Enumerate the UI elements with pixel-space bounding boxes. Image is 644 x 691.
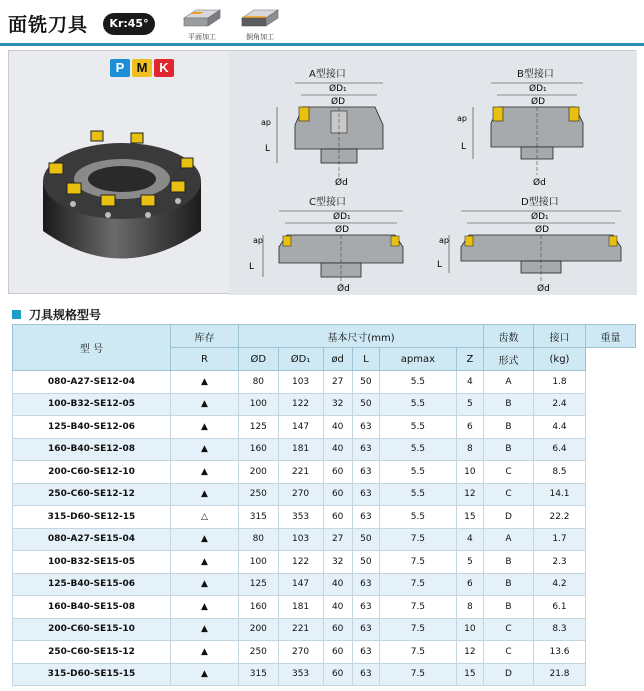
cell-model: 200-C60-SE15-10 [13, 618, 171, 641]
cell-interface: D [484, 506, 534, 529]
cell-l: 50 [352, 528, 379, 551]
cell-l: 63 [352, 573, 379, 596]
cell-teeth: 4 [456, 528, 483, 551]
a-dim-ap: ap [261, 118, 271, 127]
material-m-badge: M [132, 59, 152, 77]
cell-stock: ▲ [171, 371, 239, 394]
cell-model: 080-A27-SE15-04 [13, 528, 171, 551]
cell-l: 63 [352, 596, 379, 619]
a-type-title: A型接口 [309, 69, 346, 80]
cell-d1: 221 [278, 461, 323, 484]
c-type-drawing [243, 205, 433, 295]
page-title: 面铣刀具 [8, 14, 89, 36]
cell-weight: 1.8 [534, 371, 586, 394]
b-dim-d: ØD [531, 97, 546, 107]
c-dim-d: ØD [335, 225, 350, 235]
cell-ap: 5.5 [379, 461, 456, 484]
d-type-drawing [435, 205, 635, 295]
cell-model: 160-B40-SE15-08 [13, 596, 171, 619]
cell-d: 125 [239, 573, 279, 596]
cell-interface: B [484, 416, 534, 439]
c-dim-bore: Ød [337, 284, 350, 294]
cell-bore: 60 [323, 483, 352, 506]
cell-bore: 40 [323, 416, 352, 439]
cell-interface: B [484, 596, 534, 619]
spec-table [12, 324, 636, 686]
cell-bore: 40 [323, 438, 352, 461]
cell-weight: 2.4 [534, 393, 586, 416]
cell-weight: 2.3 [534, 551, 586, 574]
cell-interface: B [484, 551, 534, 574]
d-dim-bore: Ød [537, 284, 550, 294]
section-title-text: 刀具规格型号 [29, 308, 102, 322]
c-dim-l: L [249, 262, 255, 272]
table-row [13, 551, 636, 574]
cell-ap: 5.5 [379, 371, 456, 394]
cell-bore: 60 [323, 618, 352, 641]
cell-d: 315 [239, 663, 279, 686]
table-row [13, 641, 636, 664]
face-milling-icon [182, 6, 222, 28]
cell-teeth: 15 [456, 663, 483, 686]
section-title [12, 306, 101, 323]
cell-l: 63 [352, 618, 379, 641]
page-header [0, 0, 644, 44]
cell-bore: 32 [323, 393, 352, 416]
cell-weight: 13.6 [534, 641, 586, 664]
b-dim-l: L [461, 142, 467, 152]
cell-teeth: 5 [456, 393, 483, 416]
col-ap: apmax [379, 348, 456, 371]
cell-l: 63 [352, 461, 379, 484]
cell-model: 200-C60-SE12-10 [13, 461, 171, 484]
table-row [13, 438, 636, 461]
col-d1: ØD₁ [278, 348, 323, 371]
cell-teeth: 8 [456, 438, 483, 461]
cell-interface: B [484, 438, 534, 461]
cell-d: 100 [239, 393, 279, 416]
col-weight-sub: (kg) [534, 348, 586, 371]
cell-d1: 353 [278, 663, 323, 686]
cell-stock: ▲ [171, 461, 239, 484]
cell-model: 125-B40-SE15-06 [13, 573, 171, 596]
cell-ap: 5.5 [379, 483, 456, 506]
cell-d1: 103 [278, 371, 323, 394]
cell-teeth: 6 [456, 573, 483, 596]
cell-d1: 122 [278, 393, 323, 416]
cell-ap: 7.5 [379, 618, 456, 641]
material-p-badge: P [110, 59, 130, 77]
b-dim-d1: ØD₁ [529, 84, 547, 94]
cell-interface: C [484, 618, 534, 641]
cell-model: 315-D60-SE12-15 [13, 506, 171, 529]
a-type-drawing [249, 77, 429, 192]
cell-d: 160 [239, 596, 279, 619]
cell-stock: ▲ [171, 551, 239, 574]
cell-d: 315 [239, 506, 279, 529]
table-row [13, 573, 636, 596]
cell-d: 250 [239, 641, 279, 664]
col-weight: 重量 [586, 325, 636, 348]
cell-d1: 147 [278, 573, 323, 596]
cell-stock: ▲ [171, 641, 239, 664]
cell-weight: 1.7 [534, 528, 586, 551]
cell-bore: 60 [323, 506, 352, 529]
col-interface: 接口 [534, 325, 586, 348]
cell-d: 200 [239, 461, 279, 484]
cell-teeth: 4 [456, 371, 483, 394]
chamfer-label: 倒角加工 [246, 33, 274, 41]
cell-d1: 147 [278, 416, 323, 439]
cell-model: 315-D60-SE15-15 [13, 663, 171, 686]
cell-bore: 60 [323, 461, 352, 484]
b-type-drawing [447, 77, 627, 192]
face-milling-op [176, 6, 228, 42]
cell-d: 80 [239, 528, 279, 551]
cell-teeth: 5 [456, 551, 483, 574]
col-teeth: 齿数 [484, 325, 534, 348]
a-dim-d: ØD [331, 97, 346, 107]
cell-stock: ▲ [171, 438, 239, 461]
cell-model: 100-B32-SE15-05 [13, 551, 171, 574]
b-type-title: B型接口 [517, 69, 554, 80]
cell-d: 200 [239, 618, 279, 641]
cell-d1: 181 [278, 596, 323, 619]
material-k-badge: K [154, 59, 174, 77]
cell-l: 50 [352, 371, 379, 394]
cell-teeth: 8 [456, 596, 483, 619]
cell-interface: A [484, 371, 534, 394]
cell-bore: 27 [323, 371, 352, 394]
cell-stock: ▲ [171, 618, 239, 641]
col-interface-sub: 形式 [484, 348, 534, 371]
material-badges [110, 59, 174, 77]
b-dim-ap: ap [457, 114, 467, 123]
cell-stock: ▲ [171, 596, 239, 619]
cell-d: 100 [239, 551, 279, 574]
cell-model: 250-C60-SE12-12 [13, 483, 171, 506]
cell-interface: B [484, 393, 534, 416]
col-stock-sub: R [171, 348, 239, 371]
table-row [13, 371, 636, 394]
cell-weight: 14.1 [534, 483, 586, 506]
cell-l: 50 [352, 393, 379, 416]
cell-interface: D [484, 663, 534, 686]
cell-ap: 7.5 [379, 573, 456, 596]
col-d: ØD [239, 348, 279, 371]
cell-teeth: 12 [456, 641, 483, 664]
cell-teeth: 6 [456, 416, 483, 439]
table-row [13, 618, 636, 641]
cutter-photo [31, 111, 211, 286]
cell-weight: 8.3 [534, 618, 586, 641]
spec-table-body [13, 371, 636, 686]
cell-d: 125 [239, 416, 279, 439]
b-dim-bore: Ød [533, 178, 546, 188]
cell-model: 100-B32-SE12-05 [13, 393, 171, 416]
cell-teeth: 10 [456, 461, 483, 484]
cell-l: 63 [352, 506, 379, 529]
cell-stock: ▲ [171, 483, 239, 506]
cell-ap: 7.5 [379, 596, 456, 619]
table-row [13, 663, 636, 686]
cell-d: 160 [239, 438, 279, 461]
cell-d: 80 [239, 371, 279, 394]
table-row [13, 506, 636, 529]
cell-bore: 32 [323, 551, 352, 574]
technical-drawings [229, 51, 637, 295]
c-dim-ap: ap [253, 236, 263, 245]
cell-interface: C [484, 461, 534, 484]
cell-teeth: 10 [456, 618, 483, 641]
cell-bore: 40 [323, 596, 352, 619]
product-panel [8, 50, 636, 294]
table-row [13, 528, 636, 551]
a-dim-d1: ØD₁ [329, 84, 347, 94]
cell-ap: 5.5 [379, 416, 456, 439]
cell-stock: △ [171, 506, 239, 529]
table-row [13, 393, 636, 416]
d-dim-d1: ØD₁ [531, 212, 549, 222]
cell-d1: 270 [278, 641, 323, 664]
cell-d1: 122 [278, 551, 323, 574]
col-model: 型 号 [13, 325, 171, 371]
cell-bore: 27 [323, 528, 352, 551]
cell-l: 50 [352, 551, 379, 574]
cell-teeth: 15 [456, 506, 483, 529]
cell-weight: 22.2 [534, 506, 586, 529]
c-type-title: C型接口 [309, 197, 346, 208]
cell-interface: B [484, 573, 534, 596]
cell-ap: 5.5 [379, 393, 456, 416]
face-milling-label: 平面加工 [188, 33, 216, 41]
cell-l: 63 [352, 641, 379, 664]
cell-l: 63 [352, 663, 379, 686]
cell-model: 160-B40-SE12-08 [13, 438, 171, 461]
cell-d1: 353 [278, 506, 323, 529]
cell-stock: ▲ [171, 663, 239, 686]
cell-model: 080-A27-SE12-04 [13, 371, 171, 394]
cell-stock: ▲ [171, 573, 239, 596]
cell-bore: 60 [323, 641, 352, 664]
cell-interface: A [484, 528, 534, 551]
chamfer-icon [240, 6, 280, 28]
cell-bore: 60 [323, 663, 352, 686]
cell-bore: 40 [323, 573, 352, 596]
chamfer-op [234, 6, 286, 42]
cell-l: 63 [352, 416, 379, 439]
cell-d1: 221 [278, 618, 323, 641]
col-bore: ød [323, 348, 352, 371]
cell-model: 250-C60-SE15-12 [13, 641, 171, 664]
a-dim-l: L [265, 144, 271, 154]
cell-d: 250 [239, 483, 279, 506]
cell-ap: 5.5 [379, 506, 456, 529]
cell-interface: C [484, 483, 534, 506]
cell-d1: 270 [278, 483, 323, 506]
cell-stock: ▲ [171, 416, 239, 439]
table-row [13, 416, 636, 439]
cell-ap: 5.5 [379, 438, 456, 461]
cell-teeth: 12 [456, 483, 483, 506]
table-row [13, 596, 636, 619]
d-type-title: D型接口 [521, 197, 559, 208]
d-dim-ap: ap [439, 236, 449, 245]
col-l: L [352, 348, 379, 371]
c-dim-d1: ØD₁ [333, 212, 351, 222]
section-bullet-icon [12, 310, 21, 319]
cell-ap: 7.5 [379, 528, 456, 551]
cell-weight: 8.5 [534, 461, 586, 484]
col-stock: 库存 [171, 325, 239, 348]
kr-angle-badge: Kr:45° [103, 13, 155, 35]
cell-interface: C [484, 641, 534, 664]
col-basic-dims: 基本尺寸(mm) [239, 325, 484, 348]
cell-ap: 7.5 [379, 641, 456, 664]
cell-weight: 6.1 [534, 596, 586, 619]
header-divider [0, 43, 644, 46]
cell-ap: 7.5 [379, 551, 456, 574]
cell-model: 125-B40-SE12-06 [13, 416, 171, 439]
table-row [13, 461, 636, 484]
table-row [13, 483, 636, 506]
cell-weight: 6.4 [534, 438, 586, 461]
cell-l: 63 [352, 438, 379, 461]
cell-weight: 4.2 [534, 573, 586, 596]
cell-weight: 4.4 [534, 416, 586, 439]
a-dim-bore: Ød [335, 178, 348, 188]
cell-stock: ▲ [171, 393, 239, 416]
col-teeth-sub: Z [456, 348, 483, 371]
cell-stock: ▲ [171, 528, 239, 551]
cell-ap: 7.5 [379, 663, 456, 686]
cell-l: 63 [352, 483, 379, 506]
d-dim-d: ØD [535, 225, 550, 235]
cell-d1: 181 [278, 438, 323, 461]
cell-d1: 103 [278, 528, 323, 551]
d-dim-l: L [437, 260, 443, 270]
cell-weight: 21.8 [534, 663, 586, 686]
